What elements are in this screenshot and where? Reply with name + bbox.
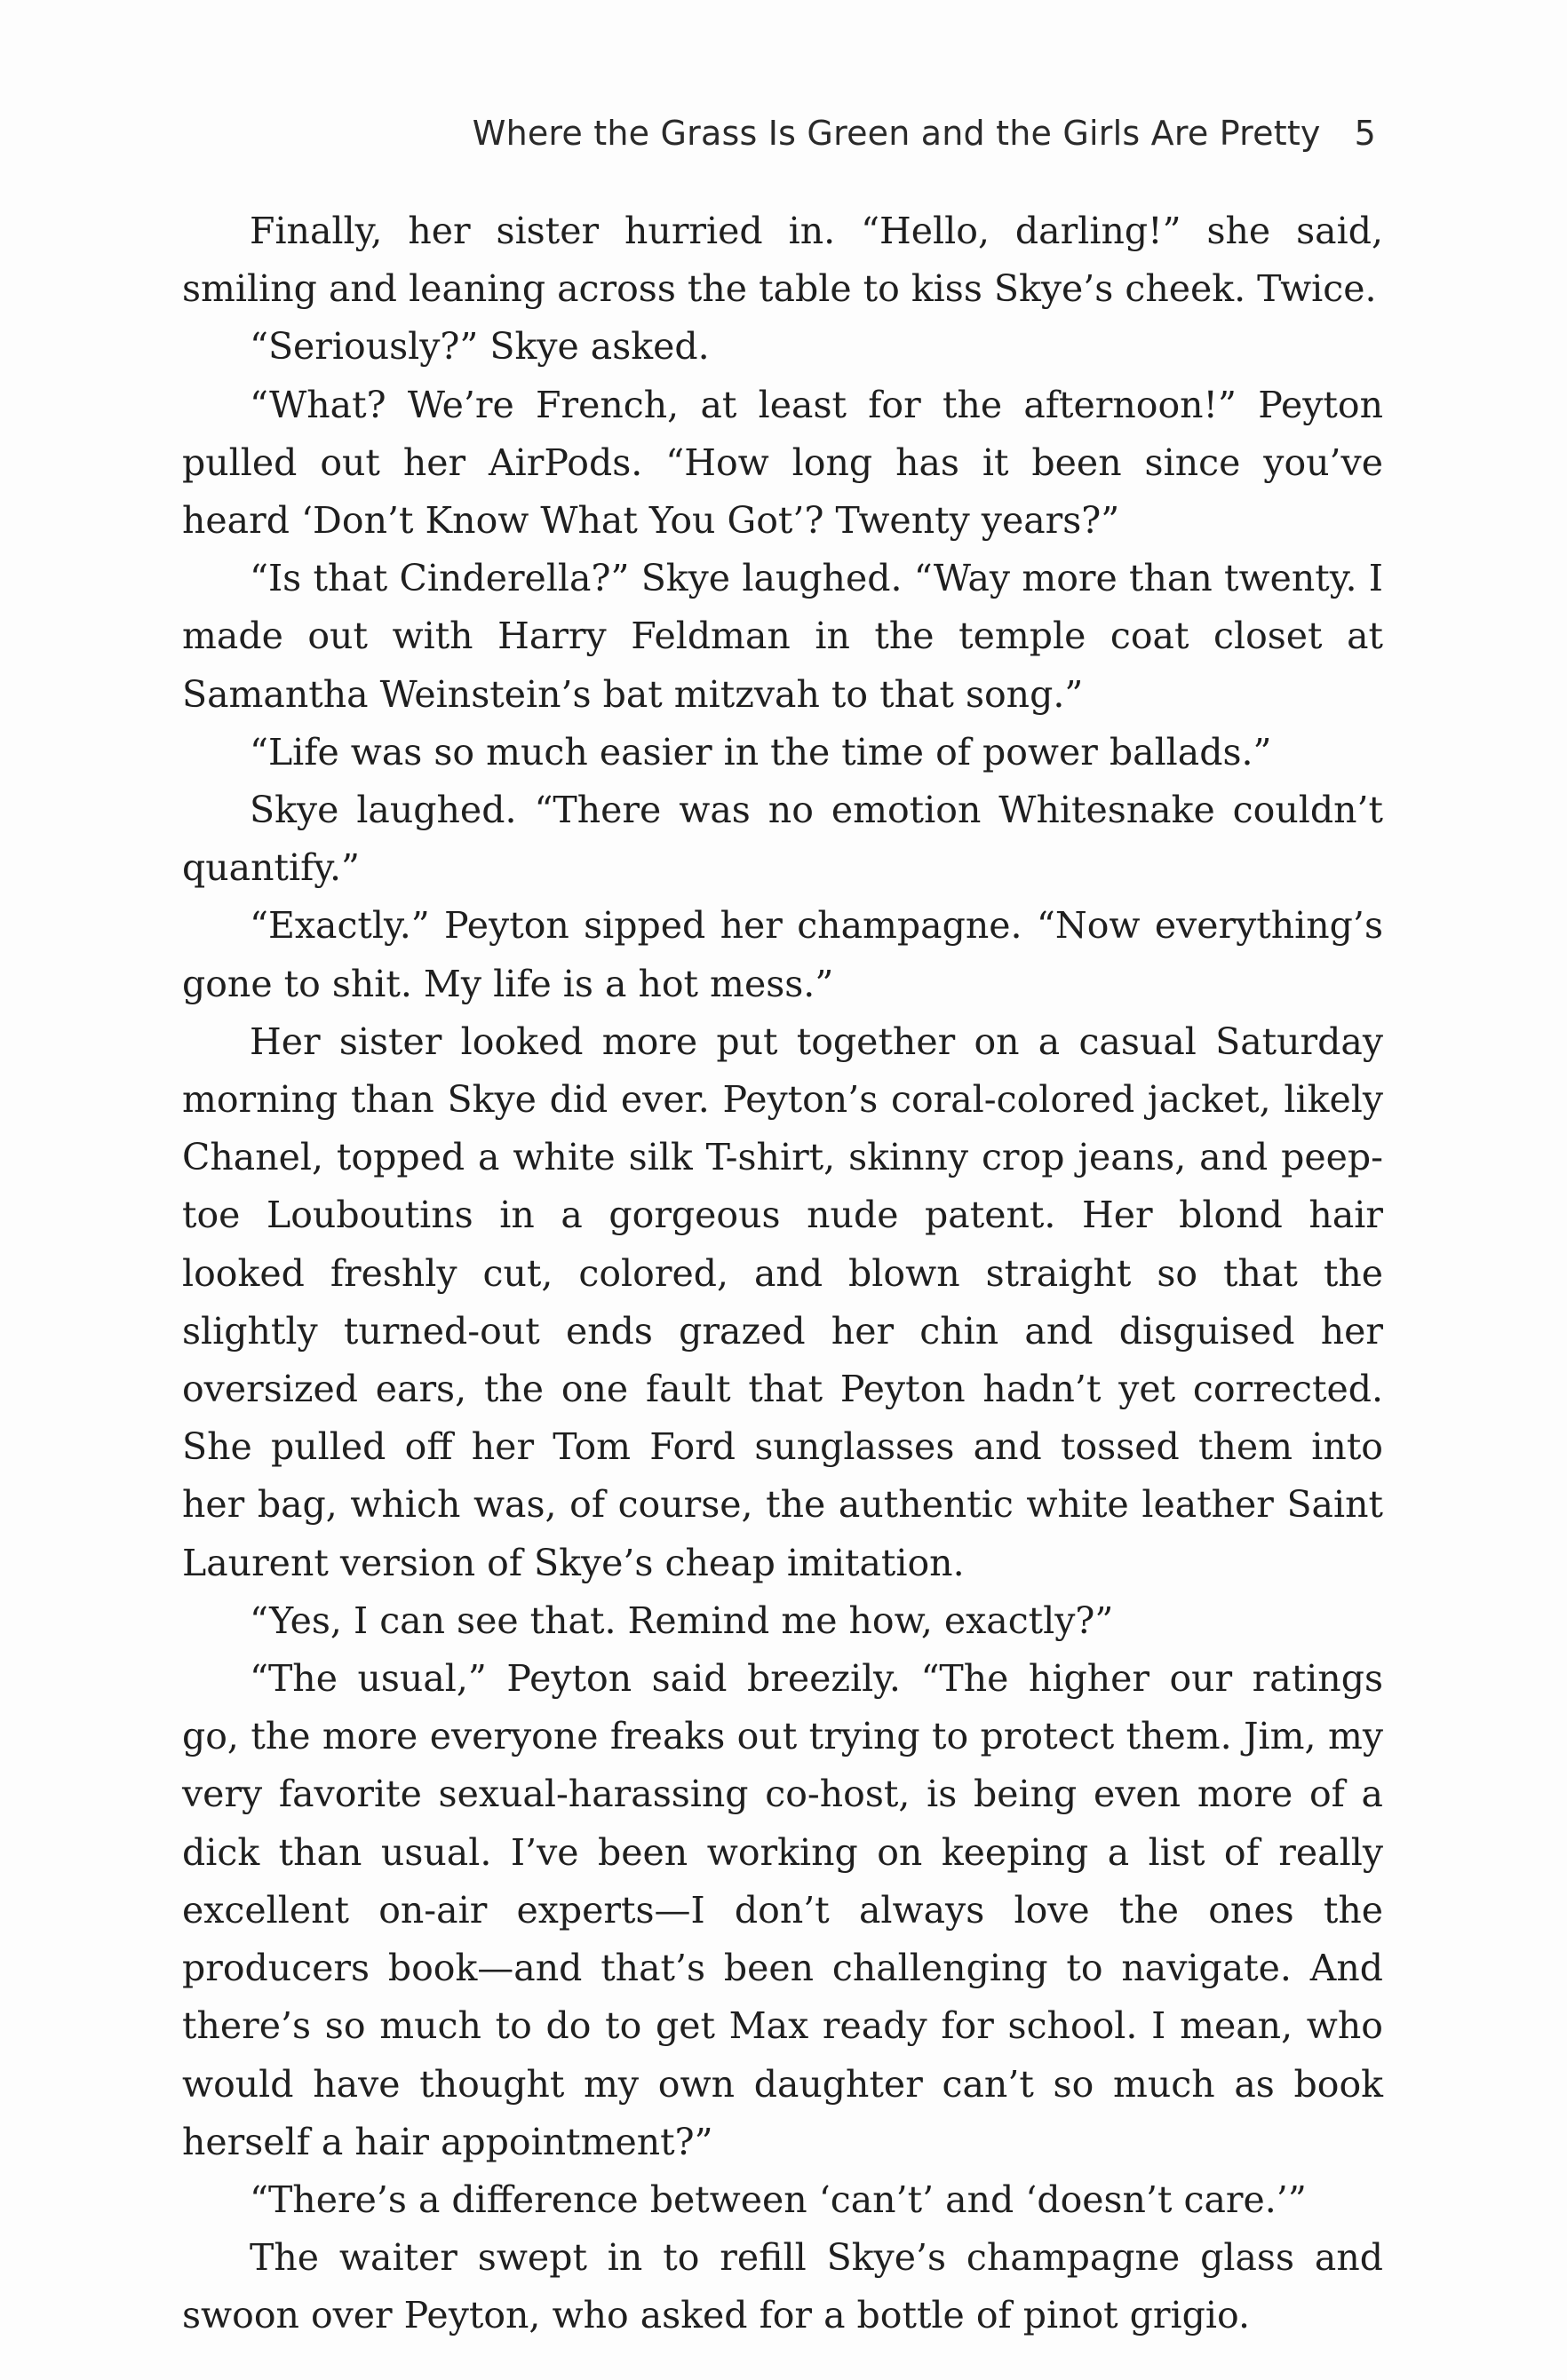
- paragraph: “There’s a difference between ‘can’t’ and ‘doesn’t care.’”: [250, 2178, 1307, 2221]
- paragraph: Skye laughed. “There was no emotion Whitesnake couldn’t quantify.”: [182, 789, 1383, 890]
- paragraph: “Life was so much easier in the time of power ballads.”: [250, 730, 1272, 774]
- paragraph: “Exactly.” Peyton sipped her champagne. “Now everything’s gone to shit. My life is a hot mess.”: [182, 904, 1383, 1005]
- paragraph: The waiter swept in to refill Skye’s champagne glass and swoon over Peyton, who asked for a bottle of pinot grigio.: [182, 2236, 1383, 2337]
- paragraph: “Is that Cinderella?” Skye laughed. “Way more than twenty. I made out with Harry Feldman in the temple coat closet at Samantha Weinstein’s bat mitzvah to that song.”: [182, 557, 1383, 716]
- paragraph: “What? We’re French, at least for the afternoon!” Peyton pulled out her AirPods. “How long has it been since you’ve heard ‘Don’t Know What You Got’? Twenty years?”: [182, 383, 1383, 543]
- body-text: [182, 202, 1383, 2345]
- running-head: [473, 114, 1376, 153]
- page-number: 5: [1354, 114, 1376, 153]
- paragraph: “Seriously?” Skye asked.: [250, 325, 710, 369]
- paragraph: “The usual,” Peyton said breezily. “The higher our ratings go, the more everyone freaks out trying to protect them. Jim, my very favorite sexual-harassing co-host, is being even more of a dick than usual. I’ve been working on keeping a list of really excellent on-air experts—I don’t always love the ones the producers book—and that’s been challenging to navigate. And there’s so much to do to get Max ready for school. I mean, who would have thought my own daughter can’t so much as book herself a hair appointment?”: [182, 1657, 1383, 2163]
- paragraph: Finally, her sister hurried in. “Hello, darling!” she said, smiling and leaning across the table to kiss Skye’s cheek. Twice.: [182, 210, 1383, 311]
- running-title: Where the Grass Is Green and the Girls Are Pretty: [472, 114, 1321, 153]
- paragraph: “Yes, I can see that. Remind me how, exactly?”: [250, 1599, 1114, 1642]
- paragraph: Her sister looked more put together on a casual Saturday morning than Skye did ever. Peyton’s coral-colored jacket, likely Chanel, topped a white silk T-shirt, skinny crop jeans, and peep-toe Louboutins in a gorgeous nude patent. Her blond hair looked freshly cut, colored, and blown straight so that the slightly turned-out ends grazed her chin and disguised her oversized ears, the one fault that Peyton hadn’t yet corrected. She pulled off her Tom Ford sunglasses and tossed them into her bag, which was, of course, the authentic white leather Saint Laurent version of Skye’s cheap imitation.: [182, 1019, 1383, 1584]
